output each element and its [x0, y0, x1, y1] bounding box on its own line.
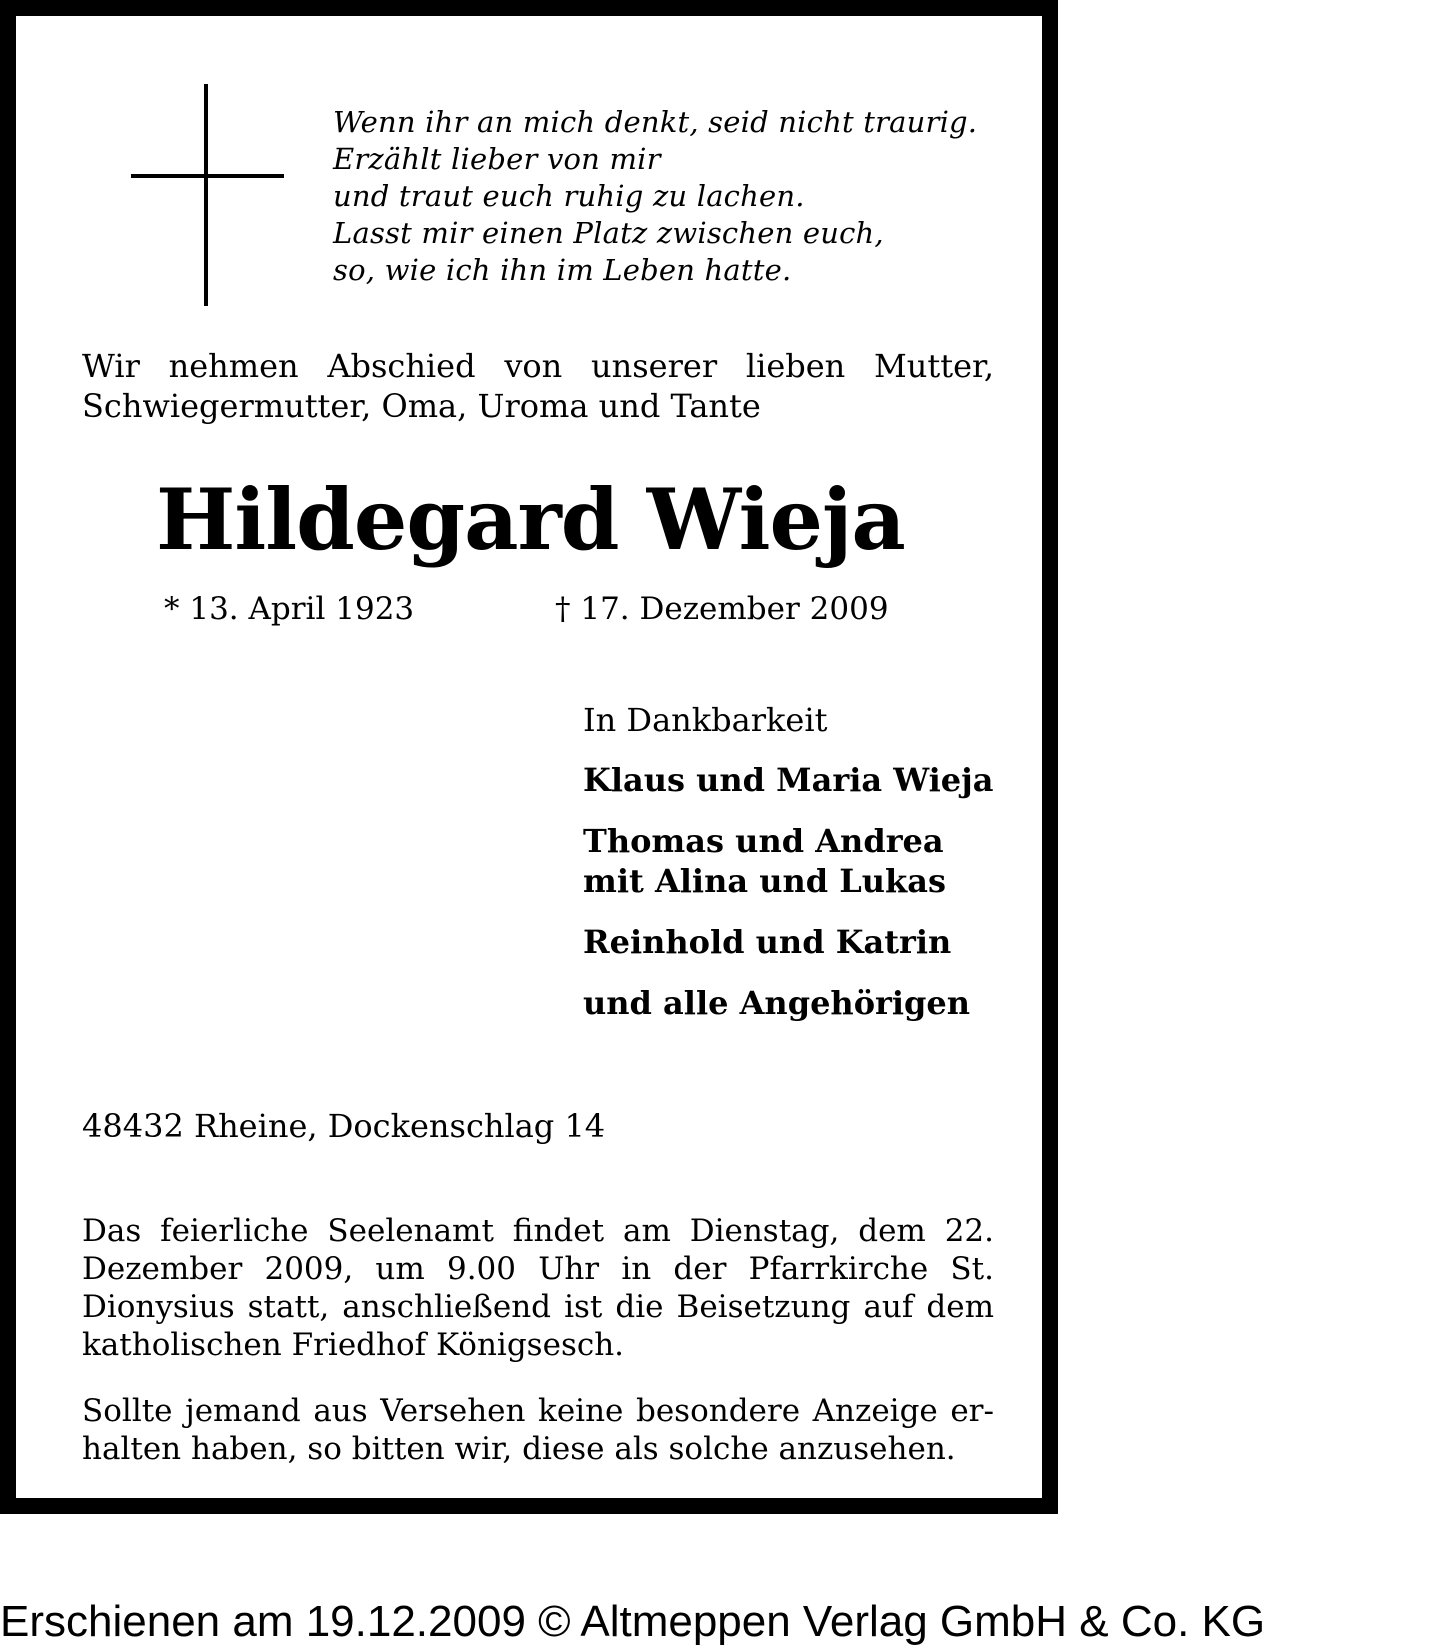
cross-icon [204, 84, 208, 306]
frame-shadow [1042, 0, 1050, 1514]
poem-line: Wenn ihr an mich denkt, seid nicht traurig. [333, 105, 978, 139]
mourner-line: mit Alina und Lukas [583, 862, 946, 900]
intro-word: lieben [745, 347, 846, 385]
intro-word: nehmen [168, 347, 299, 385]
publication-footer: Erschienen am 19.12.2009 © Altmeppen Verlag GmbH & Co. KG [0, 1597, 1266, 1646]
mourner-group [583, 760, 1013, 800]
farewell-intro [82, 346, 994, 426]
farewell-intro-line-1 [82, 346, 994, 386]
mourner-line: Thomas und Andrea [583, 822, 944, 860]
closing-note: Sollte jemand aus Versehen keine besondere Anzeige erhalten haben, so bitten wir, diese als solche anzusehen. [82, 1393, 994, 1467]
birth-date: * 13. April 1923 [164, 591, 415, 627]
poem-line: Erzählt lieber von mir [333, 142, 661, 176]
intro-word: Wir [82, 347, 140, 385]
intro-word: Abschied [327, 347, 476, 385]
intro-word: von [504, 347, 563, 385]
poem-line: so, wie ich ihn im Leben hatte. [333, 253, 792, 287]
death-date: † 17. Dezember 2009 [555, 591, 889, 627]
deceased-name: Hildegard Wieja [156, 470, 905, 569]
mourners-intro: In Dankbarkeit [583, 701, 828, 739]
mourner-group [583, 821, 1013, 901]
family-address: 48432 Rheine, Dockenschlag 14 [82, 1107, 606, 1145]
mourner-line: Klaus und Maria Wieja [583, 761, 994, 799]
farewell-intro-line-2: Schwiegermutter, Oma, Uroma und Tante [82, 387, 761, 425]
mourners-block [583, 700, 1013, 1044]
funeral-service-text: Das feierliche Seelenamt findet am Dienstag, dem 22. Dezember 2009, um 9.00 Uhr in der Pfarrkirche St. Dionysius statt, anschließend ist die Beisetzung auf dem katholischen Friedhof Königsesch. [82, 1213, 994, 1363]
mourner-line: Reinhold und Katrin [583, 923, 952, 961]
memorial-poem [333, 104, 1033, 289]
mourner-line: und alle Angehörigen [583, 984, 971, 1022]
poem-line: Lasst mir einen Platz zwischen euch, [333, 216, 884, 250]
mourner-group [583, 922, 1013, 962]
intro-word: unserer [591, 347, 718, 385]
intro-word: Mutter, [874, 347, 994, 385]
mourner-group [583, 983, 1013, 1023]
poem-line: und traut euch ruhig zu lachen. [333, 179, 805, 213]
cross-icon-bar [131, 174, 284, 178]
